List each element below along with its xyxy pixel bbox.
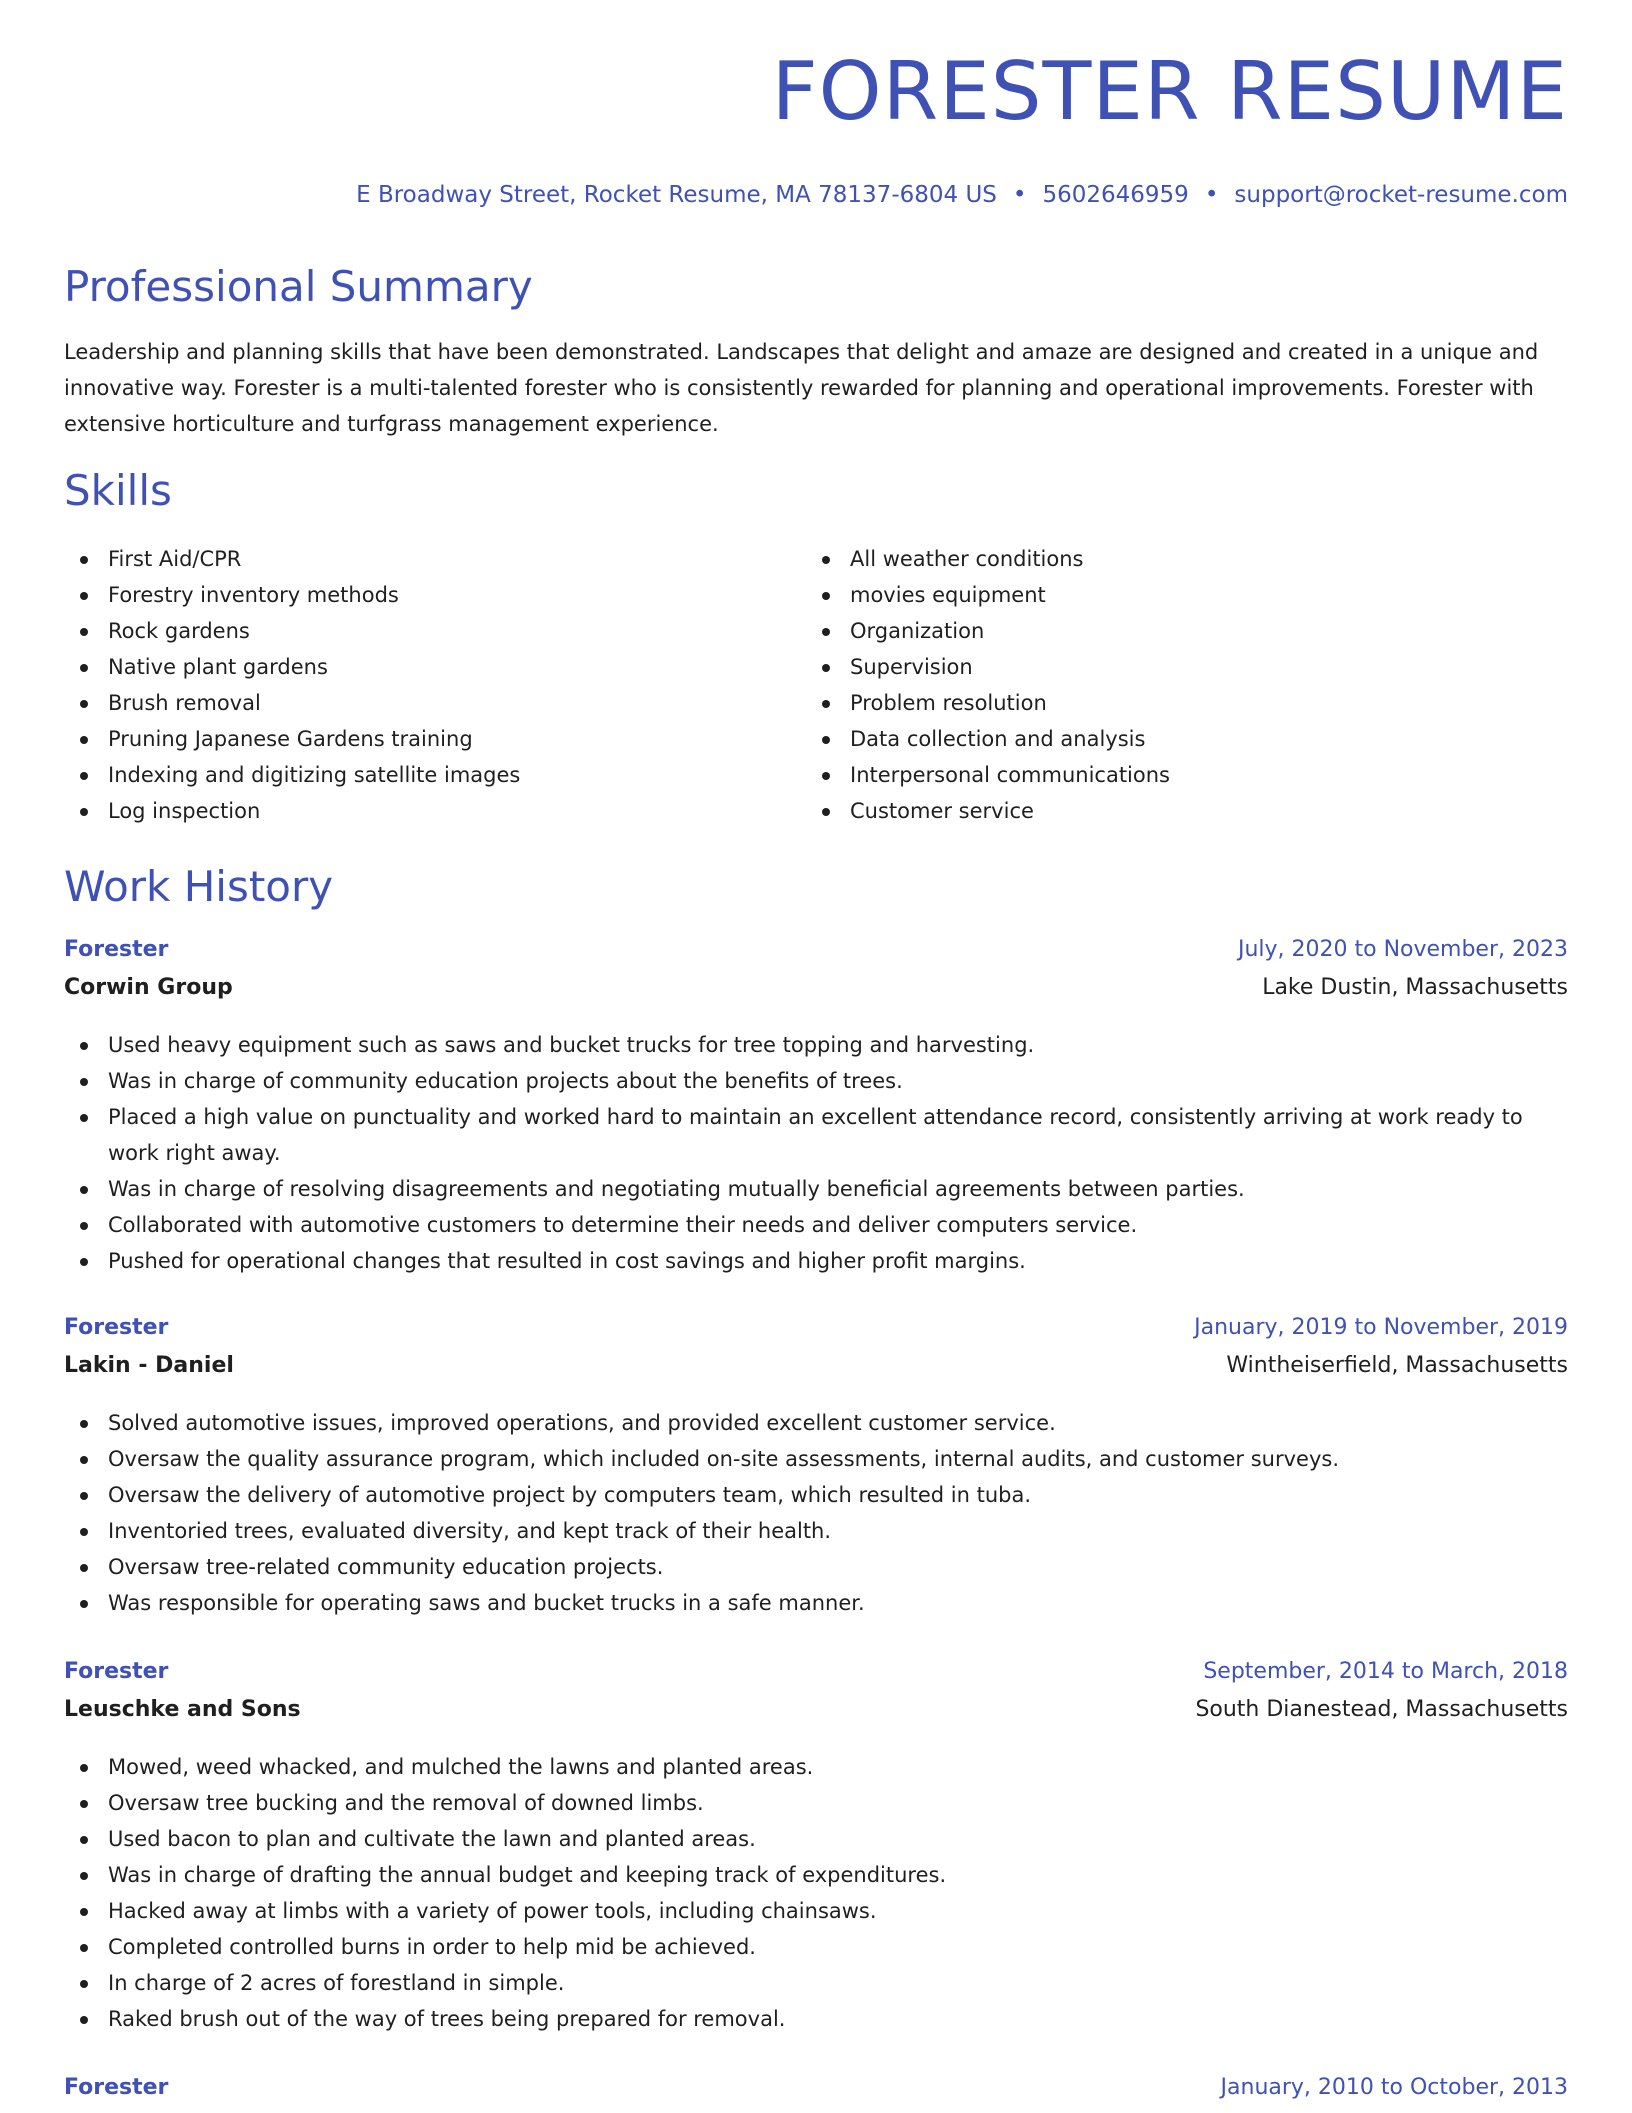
job-bullets xyxy=(64,1027,1568,1279)
job-bullet: Was responsible for operating saws and bucket trucks in a safe manner. xyxy=(64,1585,1568,1621)
skill-item: First Aid/CPR xyxy=(64,541,804,577)
skill-item: Rock gardens xyxy=(64,613,804,649)
contact-address: E Broadway Street, Rocket Resume, MA 78137-6804 US xyxy=(356,182,997,208)
job-bullet: Used bacon to plan and cultivate the lawn and planted areas. xyxy=(64,1821,1568,1857)
job-bullet: Oversaw the quality assurance program, which included on-site assessments, internal audits, and customer surveys. xyxy=(64,1441,1568,1477)
job-bullet: Mowed, weed whacked, and mulched the lawns and planted areas. xyxy=(64,1749,1568,1785)
skills-heading: Skills xyxy=(64,466,172,515)
job-bullet: Collaborated with automotive customers to determine their needs and deliver computers service. xyxy=(64,1207,1568,1243)
job-bullet: Hacked away at limbs with a variety of power tools, including chainsaws. xyxy=(64,1893,1568,1929)
skill-item: Problem resolution xyxy=(806,685,1546,721)
job-bullet: Pushed for operational changes that resulted in cost savings and higher profit margins. xyxy=(64,1243,1568,1279)
job-bullet: Completed controlled burns in order to help mid be achieved. xyxy=(64,1929,1568,1965)
job-bullets xyxy=(64,1405,1568,1621)
job-title: Forester xyxy=(64,1659,169,1684)
skill-item: movies equipment xyxy=(806,577,1546,613)
job-bullet: Solved automotive issues, improved operations, and provided excellent customer service. xyxy=(64,1405,1568,1441)
skills-column-right xyxy=(806,541,1546,829)
job-bullet: In charge of 2 acres of forestland in simple. xyxy=(64,1965,1568,2001)
skill-item: Forestry inventory methods xyxy=(64,577,804,613)
job-entry xyxy=(64,937,1568,1279)
job-company: Lakin - Daniel xyxy=(64,1353,234,1378)
job-company: Corwin Group xyxy=(64,975,233,1000)
contact-email: support@rocket-resume.com xyxy=(1234,182,1568,208)
work-history-heading: Work History xyxy=(64,862,334,911)
job-dates: September, 2014 to March, 2018 xyxy=(1203,1659,1568,1684)
job-location: South Dianestead, Massachusetts xyxy=(1195,1697,1568,1722)
skill-item: Pruning Japanese Gardens training xyxy=(64,721,804,757)
job-location: Lake Dustin, Massachusetts xyxy=(1262,975,1568,1000)
skill-item: Organization xyxy=(806,613,1546,649)
job-location: Wintheiserfield, Massachusetts xyxy=(1226,1353,1568,1378)
contact-line xyxy=(356,182,1568,208)
job-bullet: Was in charge of community education projects about the benefits of trees. xyxy=(64,1063,1568,1099)
resume-name: FORESTER RESUME xyxy=(771,45,1568,138)
job-bullet: Used heavy equipment such as saws and bucket trucks for tree topping and harvesting. xyxy=(64,1027,1568,1063)
job-bullet: Oversaw tree-related community education projects. xyxy=(64,1549,1568,1585)
skill-item: All weather conditions xyxy=(806,541,1546,577)
skill-item: Log inspection xyxy=(64,793,804,829)
job-bullet: Inventoried trees, evaluated diversity, and kept track of their health. xyxy=(64,1513,1568,1549)
contact-phone: 5602646959 xyxy=(1042,182,1189,208)
job-bullet: Was in charge of drafting the annual budget and keeping track of expenditures. xyxy=(64,1857,1568,1893)
job-bullet: Oversaw tree bucking and the removal of downed limbs. xyxy=(64,1785,1568,1821)
job-title: Forester xyxy=(64,1315,169,1340)
summary-text: Leadership and planning skills that have been demonstrated. Landscapes that delight and amaze are designed and created in a unique and innovative way. Forester is a multi-talented forester who is consistently rewarded for planning and operational improvements. Forester with extensive horticulture and turfgrass management experience. xyxy=(64,340,1539,436)
skill-item: Brush removal xyxy=(64,685,804,721)
job-bullet: Placed a high value on punctuality and worked hard to maintain an excellent attendance record, consistently arriving at work ready to work right away. xyxy=(64,1099,1568,1171)
skill-item: Customer service xyxy=(806,793,1546,829)
job-dates: January, 2019 to November, 2019 xyxy=(1194,1315,1568,1340)
job-entry xyxy=(64,1315,1568,1621)
job-title: Forester xyxy=(64,937,169,962)
contact-separator: • xyxy=(1012,182,1027,208)
job-dates: January, 2010 to October, 2013 xyxy=(1220,2075,1568,2100)
skills-column-left xyxy=(64,541,804,829)
job-bullet: Was in charge of resolving disagreements and negotiating mutually beneficial agreements between parties. xyxy=(64,1171,1568,1207)
skill-item: Indexing and digitizing satellite images xyxy=(64,757,804,793)
summary-heading: Professional Summary xyxy=(64,262,533,311)
job-bullets xyxy=(64,1749,1568,2037)
contact-separator: • xyxy=(1204,182,1219,208)
skill-item: Data collection and analysis xyxy=(806,721,1546,757)
skill-item: Interpersonal communications xyxy=(806,757,1546,793)
job-entry xyxy=(64,1659,1568,2037)
skill-item: Supervision xyxy=(806,649,1546,685)
job-bullet: Oversaw the delivery of automotive project by computers team, which resulted in tuba. xyxy=(64,1477,1568,1513)
skill-item: Native plant gardens xyxy=(64,649,804,685)
job-entry xyxy=(64,2075,1568,2113)
job-dates: July, 2020 to November, 2023 xyxy=(1237,937,1568,962)
job-bullet: Raked brush out of the way of trees being prepared for removal. xyxy=(64,2001,1568,2037)
job-company: Leuschke and Sons xyxy=(64,1697,301,1722)
job-title: Forester xyxy=(64,2075,169,2100)
